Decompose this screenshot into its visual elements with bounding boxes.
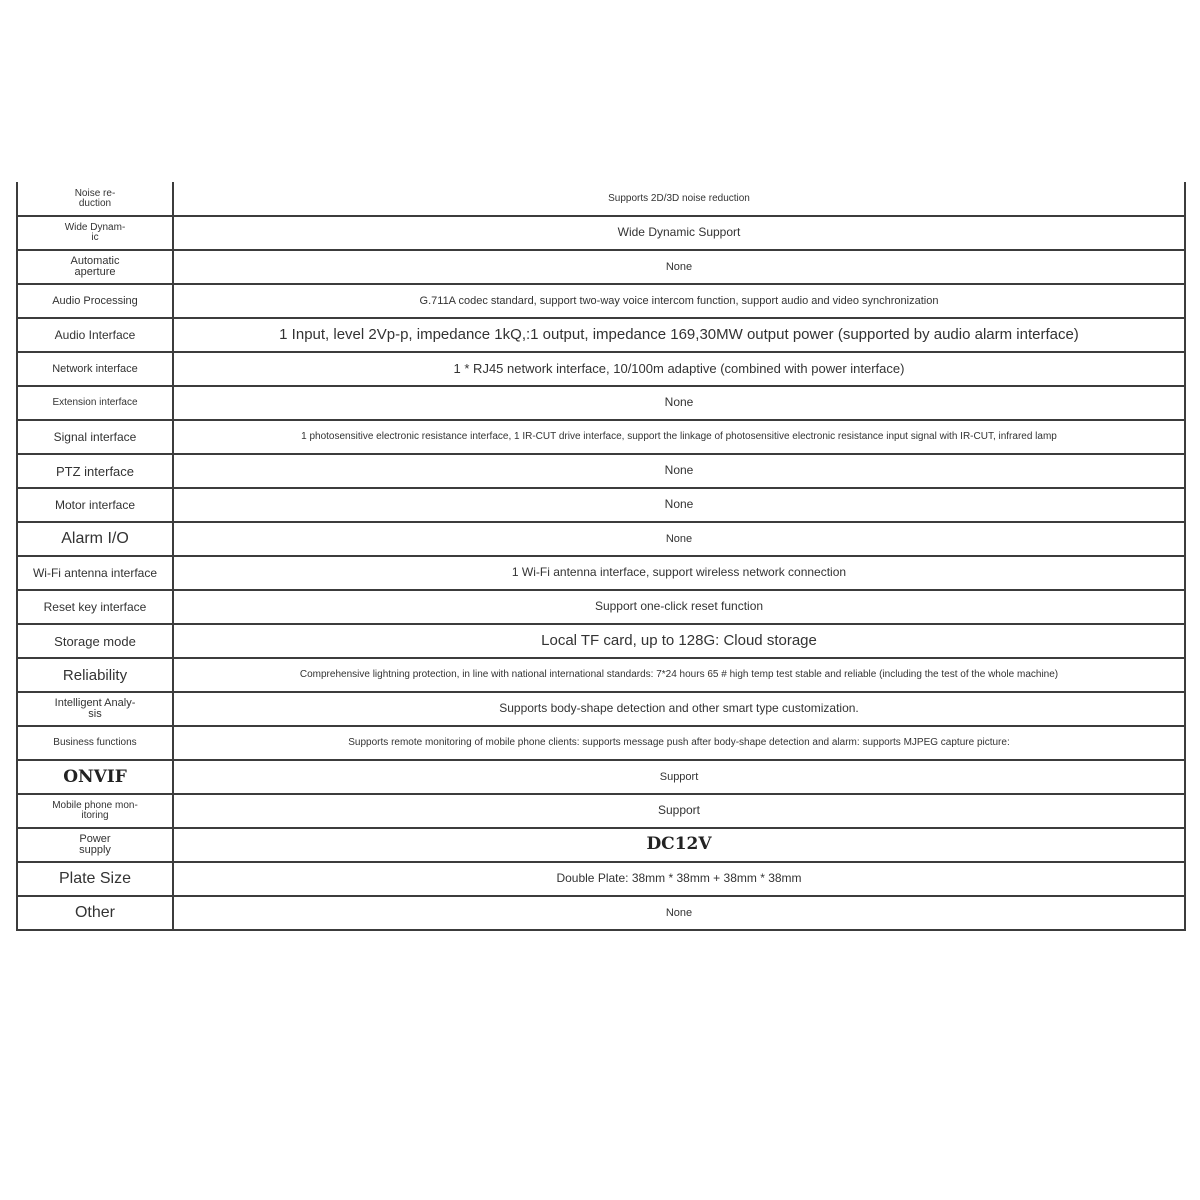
row-value: Comprehensive lightning protection, in line with national international standards: 7*24 hours 65 # high temp test stable and reliable (including the test of the whole machine) (173, 658, 1185, 692)
row-value: Supports 2D/3D noise reduction (173, 182, 1185, 216)
spec-row-wifi-antenna-interface (17, 556, 1185, 590)
row-value: Supports remote monitoring of mobile phone clients: supports message push after body-shape detection and alarm: supports MJPEG capture picture: (173, 726, 1185, 760)
row-label: Automatic aperture (17, 250, 173, 284)
spec-row-reliability (17, 658, 1185, 692)
row-value: 1 Input, level 2Vp-p, impedance 1kQ,:1 output, impedance 169,30MW output power (supported by audio alarm interface) (173, 318, 1185, 352)
row-label: Motor interface (17, 488, 173, 522)
row-value: None (173, 488, 1185, 522)
spec-row-alarm-io (17, 522, 1185, 556)
spec-row-other (17, 896, 1185, 930)
row-label: ONVIF (17, 760, 173, 794)
spec-row-intelligent-analysis (17, 692, 1185, 726)
spec-row-network-interface (17, 352, 1185, 386)
spec-row-audio-processing (17, 284, 1185, 318)
row-value: None (173, 522, 1185, 556)
row-label: Plate Size (17, 862, 173, 896)
spec-row-business-functions (17, 726, 1185, 760)
row-label: Storage mode (17, 624, 173, 658)
spec-row-extension-interface (17, 386, 1185, 420)
row-value: 1 * RJ45 network interface, 10/100m adaptive (combined with power interface) (173, 352, 1185, 386)
row-value: Local TF card, up to 128G: Cloud storage (173, 624, 1185, 658)
row-label: Power supply (17, 828, 173, 862)
row-label: Reliability (17, 658, 173, 692)
row-label: Intelligent Analy- sis (17, 692, 173, 726)
spec-row-onvif (17, 760, 1185, 794)
row-label: Noise re- duction (17, 182, 173, 216)
row-value: Double Plate: 38mm * 38mm + 38mm * 38mm (173, 862, 1185, 896)
row-label: Reset key interface (17, 590, 173, 624)
row-label: Wide Dynam- ic (17, 216, 173, 250)
spec-row-wide-dynamic (17, 216, 1185, 250)
spec-row-storage-mode (17, 624, 1185, 658)
row-label: Network interface (17, 352, 173, 386)
row-value: Support one-click reset function (173, 590, 1185, 624)
row-label: Other (17, 896, 173, 930)
row-label: PTZ interface (17, 454, 173, 488)
row-label: Business functions (17, 726, 173, 760)
row-value: None (173, 250, 1185, 284)
row-label: Wi-Fi antenna interface (17, 556, 173, 590)
row-label: Alarm I/O (17, 522, 173, 556)
row-label: Mobile phone mon- itoring (17, 794, 173, 828)
row-value: None (173, 386, 1185, 420)
spec-row-noise-reduction (17, 182, 1185, 216)
row-value: Support (173, 794, 1185, 828)
spec-row-plate-size (17, 862, 1185, 896)
row-value: DC12V (173, 828, 1185, 862)
spec-row-power-supply (17, 828, 1185, 862)
row-value: None (173, 896, 1185, 930)
row-value: G.711A codec standard, support two-way voice intercom function, support audio and video synchronization (173, 284, 1185, 318)
spec-row-audio-interface (17, 318, 1185, 352)
row-value: Supports body-shape detection and other smart type customization. (173, 692, 1185, 726)
row-label: Signal interface (17, 420, 173, 454)
spec-row-signal-interface (17, 420, 1185, 454)
row-value: None (173, 454, 1185, 488)
spec-row-motor-interface (17, 488, 1185, 522)
spec-row-reset-key-interface (17, 590, 1185, 624)
spec-row-ptz-interface (17, 454, 1185, 488)
spec-table (16, 182, 1186, 931)
row-label: Extension interface (17, 386, 173, 420)
row-value: 1 photosensitive electronic resistance interface, 1 IR-CUT drive interface, support the linkage of photosensitive electronic resistance input signal with IR-CUT, infrared lamp (173, 420, 1185, 454)
row-value: Support (173, 760, 1185, 794)
row-label: Audio Processing (17, 284, 173, 318)
row-value: Wide Dynamic Support (173, 216, 1185, 250)
row-value: 1 Wi-Fi antenna interface, support wireless network connection (173, 556, 1185, 590)
row-label: Audio Interface (17, 318, 173, 352)
spec-row-automatic-aperture (17, 250, 1185, 284)
spec-row-mobile-phone-monitoring (17, 794, 1185, 828)
